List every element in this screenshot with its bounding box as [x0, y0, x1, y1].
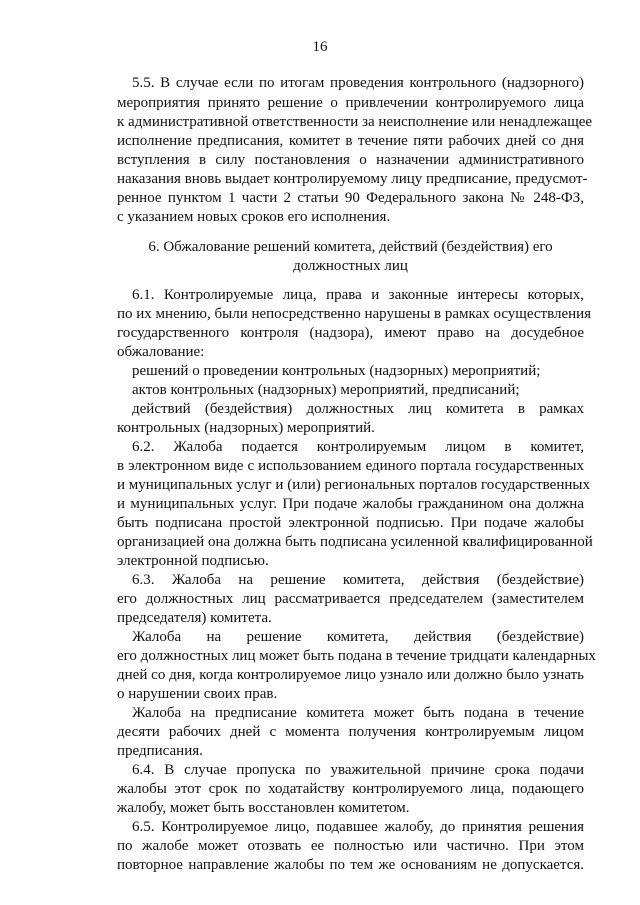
text-line: 6.3. Жалоба на решение комитета, действия (бездействие) [132, 572, 584, 588]
text-line: с указанием новых сроков его исполнения. [117, 209, 391, 225]
text-line: организацией она должна быть подписана усиленной квалифицированной [117, 534, 593, 550]
text-line: о нарушении своих прав. [117, 686, 278, 702]
text-line: и муниципальных услуг и (или) региональных порталов государственных [117, 477, 590, 493]
text-line: электронной подписью. [117, 553, 269, 569]
text-line: Жалоба на предписание комитета может быть подана в течение [132, 705, 584, 721]
text-line: 6.1. Контролируемые лица, права и законные интересы которых, [132, 287, 584, 303]
text-line: повторное направление жалобы по тем же основаниям не допускается. [117, 857, 584, 873]
text-line: ренное пунктом 1 части 2 статьи 90 Федерального закона № 248-ФЗ, [117, 190, 584, 206]
text-line: десяти рабочих дней с момента получения контролируемым лицом [117, 724, 584, 740]
text-line: государственного контроля (надзора), имеют право на досудебное [117, 325, 584, 341]
text-line: мероприятия принято решение о привлечении контролируемого лица [117, 95, 584, 111]
text-line: действий (бездействия) должностных лиц комитета в рамках [132, 401, 584, 417]
text-line: быть подписана простой электронной подписью. При подаче жалобы [117, 515, 584, 531]
text-line: и муниципальных услуг. При подаче жалобы гражданином она должна [117, 496, 584, 512]
text-line: актов контрольных (надзорных) мероприятий, предписаний; [132, 382, 520, 398]
section-heading-line: 6. Обжалование решений комитета, действий (бездействия) его [148, 239, 553, 255]
text-line: обжалование: [117, 344, 205, 360]
text-line: предписания. [117, 743, 203, 759]
text-line: Жалоба на решение комитета, действия (бездействие) [132, 629, 584, 645]
text-line: контрольных (надзорных) мероприятий. [117, 420, 375, 436]
text-line: по их мнению, были непосредственно нарушены в рамках осуществления [117, 306, 592, 322]
text-line: решений о проведении контрольных (надзорных) мероприятий; [132, 363, 541, 379]
text-line: 6.5. Контролируемое лицо, подавшее жалобу, до принятия решения [132, 819, 584, 835]
page-number: 16 [312, 39, 328, 55]
text-line: 6.4. В случае пропуска по уважительной причине срока подачи [132, 762, 584, 778]
text-line: исполнение предписания, комитет в течение пяти рабочих дней со дня [117, 133, 584, 149]
text-line: его должностных лиц рассматривается председателем (заместителем [117, 591, 584, 607]
text-line: председателя) комитета. [117, 610, 272, 626]
text-line: в электронном виде с использованием единого портала государственных [117, 458, 584, 474]
text-line: вступления в силу постановления о назначении административного [117, 152, 584, 168]
text-line: наказания вновь выдает контролируемому лицу предписание, предусмот- [117, 171, 588, 187]
text-line: 5.5. В случае если по итогам проведения контрольного (надзорного) [132, 75, 584, 91]
section-heading-line: должностных лиц [293, 258, 408, 274]
text-line: жалобы этот срок по ходатайству контролируемого лица, подающего [117, 781, 584, 797]
text-line: к административной ответственности за неисполнение или ненадлежащее [117, 114, 593, 130]
text-line: дней со дня, когда контролируемое лицо узнало или должно было узнать [117, 667, 584, 683]
text-line: жалобу, может быть восстановлен комитетом. [117, 800, 410, 816]
text-line: по жалобе может отозвать ее полностью или частично. При этом [117, 838, 584, 854]
text-line: 6.2. Жалоба подается контролируемым лицом в комитет, [132, 439, 584, 455]
text-line: его должностных лиц может быть подана в течение тридцати календарных [117, 648, 596, 664]
